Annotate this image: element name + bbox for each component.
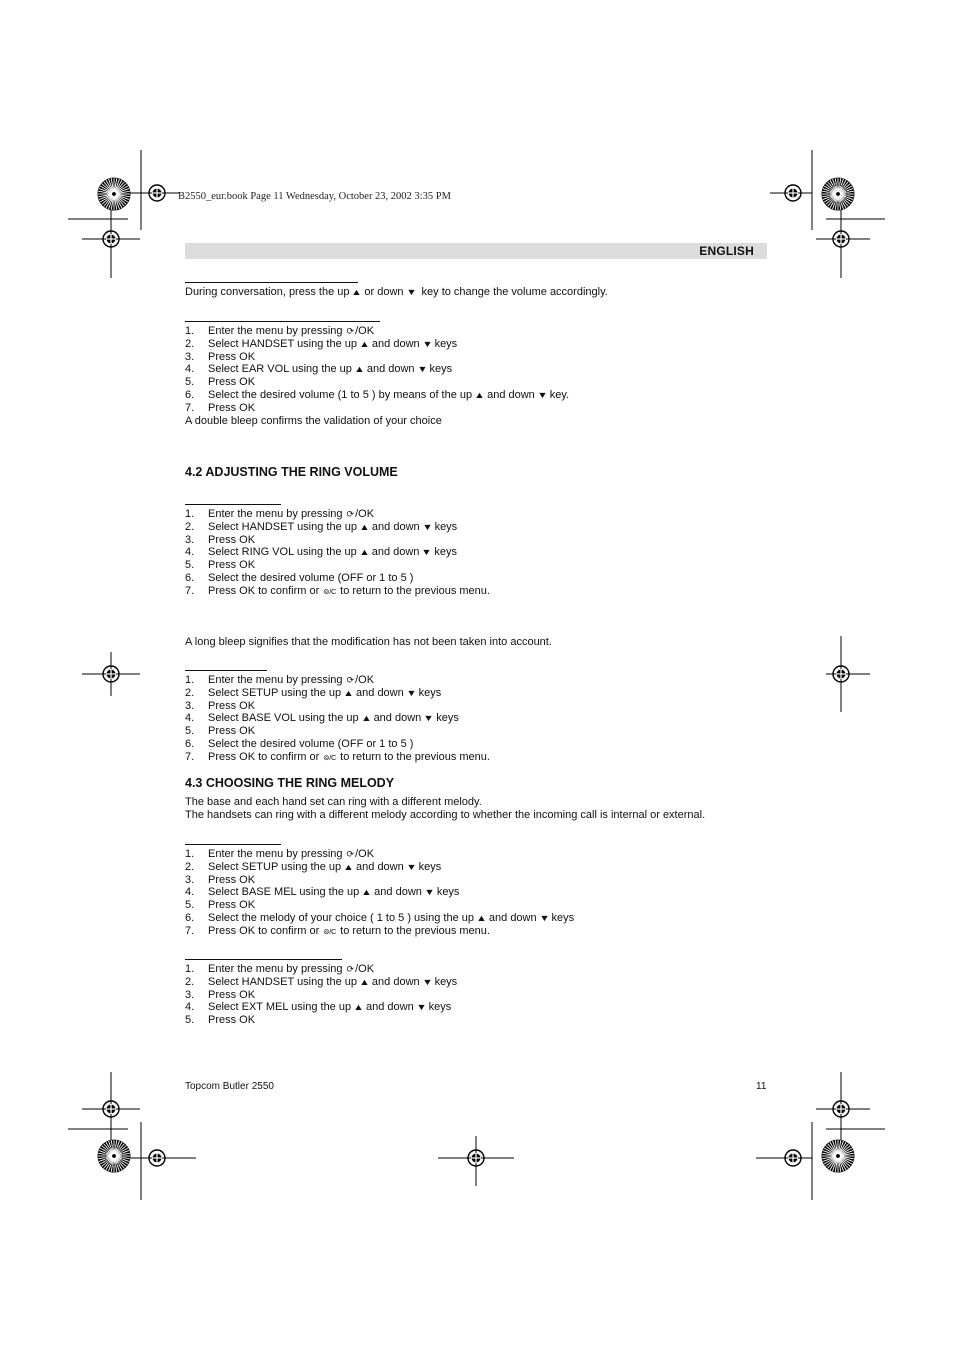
up-triangle-icon: ▲: [354, 364, 365, 375]
up-triangle-icon: ▲: [359, 521, 370, 532]
up-triangle-icon: ▲: [343, 687, 354, 698]
book-info-line: B2550_eur.book Page 11 Wednesday, October 23, 2002 3:35 PM: [178, 191, 451, 202]
menu-key-icon: ⟳: [346, 326, 355, 336]
list-item: 2. Select HANDSET using the up ▲ and down ▼ keys: [185, 337, 458, 350]
list-item: 5. Press OK: [185, 376, 256, 389]
list-item: 6. Select the melody of your choice ( 1 to 5 ) using the up ▲ and down ▼ keys: [185, 911, 575, 924]
down-triangle-icon: ▼: [421, 976, 433, 987]
down-triangle-icon: ▼: [421, 338, 433, 349]
down-triangle-icon: ▼: [423, 713, 435, 724]
down-triangle-icon: ▼: [416, 364, 428, 375]
up-triangle-icon: ▲: [358, 547, 370, 558]
menu-key-icon: ⟳: [346, 509, 355, 519]
list-item: 1. Enter the menu by pressing ⟳/OK: [185, 963, 375, 975]
up-triangle-icon: ▲: [343, 861, 354, 872]
list-item: 2. Select HANDSET using the up ▲ and down ▼ keys: [185, 975, 458, 988]
list-item: 2. Select SETUP using the up ▲ and down ▼ keys: [185, 686, 442, 699]
down-triangle-icon: ▼: [421, 547, 433, 558]
list-item: 5. Press OK: [185, 899, 256, 912]
list-item: 5. Press OK: [185, 559, 256, 572]
menu-key-icon: ⟳: [346, 675, 355, 685]
page-number: 11: [756, 1081, 767, 1092]
down-triangle-icon: ▼: [421, 521, 433, 532]
list-item: 3. Press OK: [185, 533, 256, 546]
ring-volume-note: A long bleep signifies that the modification has not been taken into account.: [185, 636, 552, 648]
down-triangle-icon: ▼: [405, 287, 417, 297]
section-rule: [185, 282, 358, 283]
up-triangle-icon: ▲: [474, 389, 485, 400]
list-item: 6. Select the desired volume (OFF or 1 to 5 ): [185, 571, 414, 584]
list-item: 3. Press OK: [185, 699, 256, 712]
list-item: 2. Select SETUP using the up ▲ and down ▼ keys: [185, 860, 442, 873]
ext-melody-steps: [185, 963, 457, 1027]
base-melody-steps: [185, 848, 574, 938]
section-rule: [185, 959, 342, 960]
list-item: 7. Press OK to confirm or ⊚/C to return to the previous menu.: [185, 750, 490, 763]
melody-paragraph-1: The base and each hand set can ring with a different melody.: [185, 796, 482, 808]
up-triangle-icon: ▲: [476, 912, 487, 923]
footer-product: Topcom Butler 2550: [185, 1081, 274, 1092]
melody-paragraph-2: The handsets can ring with a different melody according to whether the incoming call is internal or external.: [185, 809, 706, 821]
cancel-key-icon: ⊚/C: [323, 752, 337, 762]
list-item: 7. Press OK: [185, 401, 256, 414]
up-triangle-icon: ▲: [353, 1002, 364, 1013]
up-triangle-icon: ▲: [351, 287, 363, 297]
list-item: 3. Press OK: [185, 873, 256, 886]
ring-volume-heading: 4.2 ADJUSTING THE RING VOLUME: [185, 465, 398, 479]
list-item: 5. Press OK: [185, 1014, 256, 1027]
cancel-key-icon: ⊚/C: [323, 586, 337, 596]
ear-confirm-note: A double bleep confirms the validation of your choice: [185, 415, 442, 427]
list-item: 4. Select BASE MEL using the up ▲ and down ▼ keys: [185, 886, 460, 899]
down-triangle-icon: ▼: [405, 687, 417, 698]
list-item: 1. Enter the menu by pressing ⟳/OK: [185, 325, 375, 337]
menu-key-icon: ⟳: [346, 964, 355, 974]
down-triangle-icon: ▼: [538, 912, 550, 923]
list-item: 6. Select the desired volume (1 to 5 ) by means of the up ▲ and down ▼ key.: [185, 388, 570, 401]
base-volume-steps: [185, 674, 490, 764]
up-triangle-icon: ▲: [359, 976, 370, 987]
ear-volume-steps: [185, 325, 569, 415]
section-rule: [185, 844, 281, 845]
list-item: 7. Press OK to confirm or ⊚/C to return to the previous menu.: [185, 584, 490, 597]
list-item: 1. Enter the menu by pressing ⟳/OK: [185, 848, 375, 860]
language-label: ENGLISH: [699, 244, 754, 258]
list-item: 6. Select the desired volume (OFF or 1 to 5 ): [185, 737, 414, 750]
up-triangle-icon: ▲: [359, 338, 370, 349]
down-triangle-icon: ▼: [405, 861, 417, 872]
list-item: 4. Select EAR VOL using the up ▲ and down ▼ keys: [185, 363, 453, 376]
list-item: 3. Press OK: [185, 350, 256, 363]
list-item: 4. Select EXT MEL using the up ▲ and down ▼ keys: [185, 1001, 452, 1014]
language-bar: [185, 243, 767, 259]
ear-intro: During conversation, press the up ▲ or down ▼ key to change the volume accordingly.: [185, 286, 608, 298]
ring-volume-steps: [185, 508, 490, 598]
section-rule: [185, 321, 380, 322]
ring-melody-heading: 4.3 CHOOSING THE RING MELODY: [185, 776, 395, 790]
cancel-key-icon: ⊚/C: [323, 926, 337, 936]
section-rule: [185, 504, 281, 505]
down-triangle-icon: ▼: [415, 1002, 427, 1013]
list-item: 1. Enter the menu by pressing ⟳/OK: [185, 508, 375, 520]
down-triangle-icon: ▼: [536, 389, 548, 400]
list-item: 7. Press OK to confirm or ⊚/C to return to the previous menu.: [185, 924, 490, 937]
up-triangle-icon: ▲: [360, 713, 372, 724]
menu-key-icon: ⟳: [346, 849, 355, 859]
list-item: 4. Select RING VOL using the up ▲ and down ▼ keys: [185, 546, 457, 559]
down-triangle-icon: ▼: [423, 887, 435, 898]
up-triangle-icon: ▲: [361, 887, 373, 898]
section-rule: [185, 670, 267, 671]
list-item: 2. Select HANDSET using the up ▲ and down ▼ keys: [185, 520, 458, 533]
list-item: 1. Enter the menu by pressing ⟳/OK: [185, 674, 375, 686]
list-item: 4. Select BASE VOL using the up ▲ and down ▼ keys: [185, 712, 459, 725]
list-item: 5. Press OK: [185, 725, 256, 738]
list-item: 3. Press OK: [185, 988, 256, 1001]
